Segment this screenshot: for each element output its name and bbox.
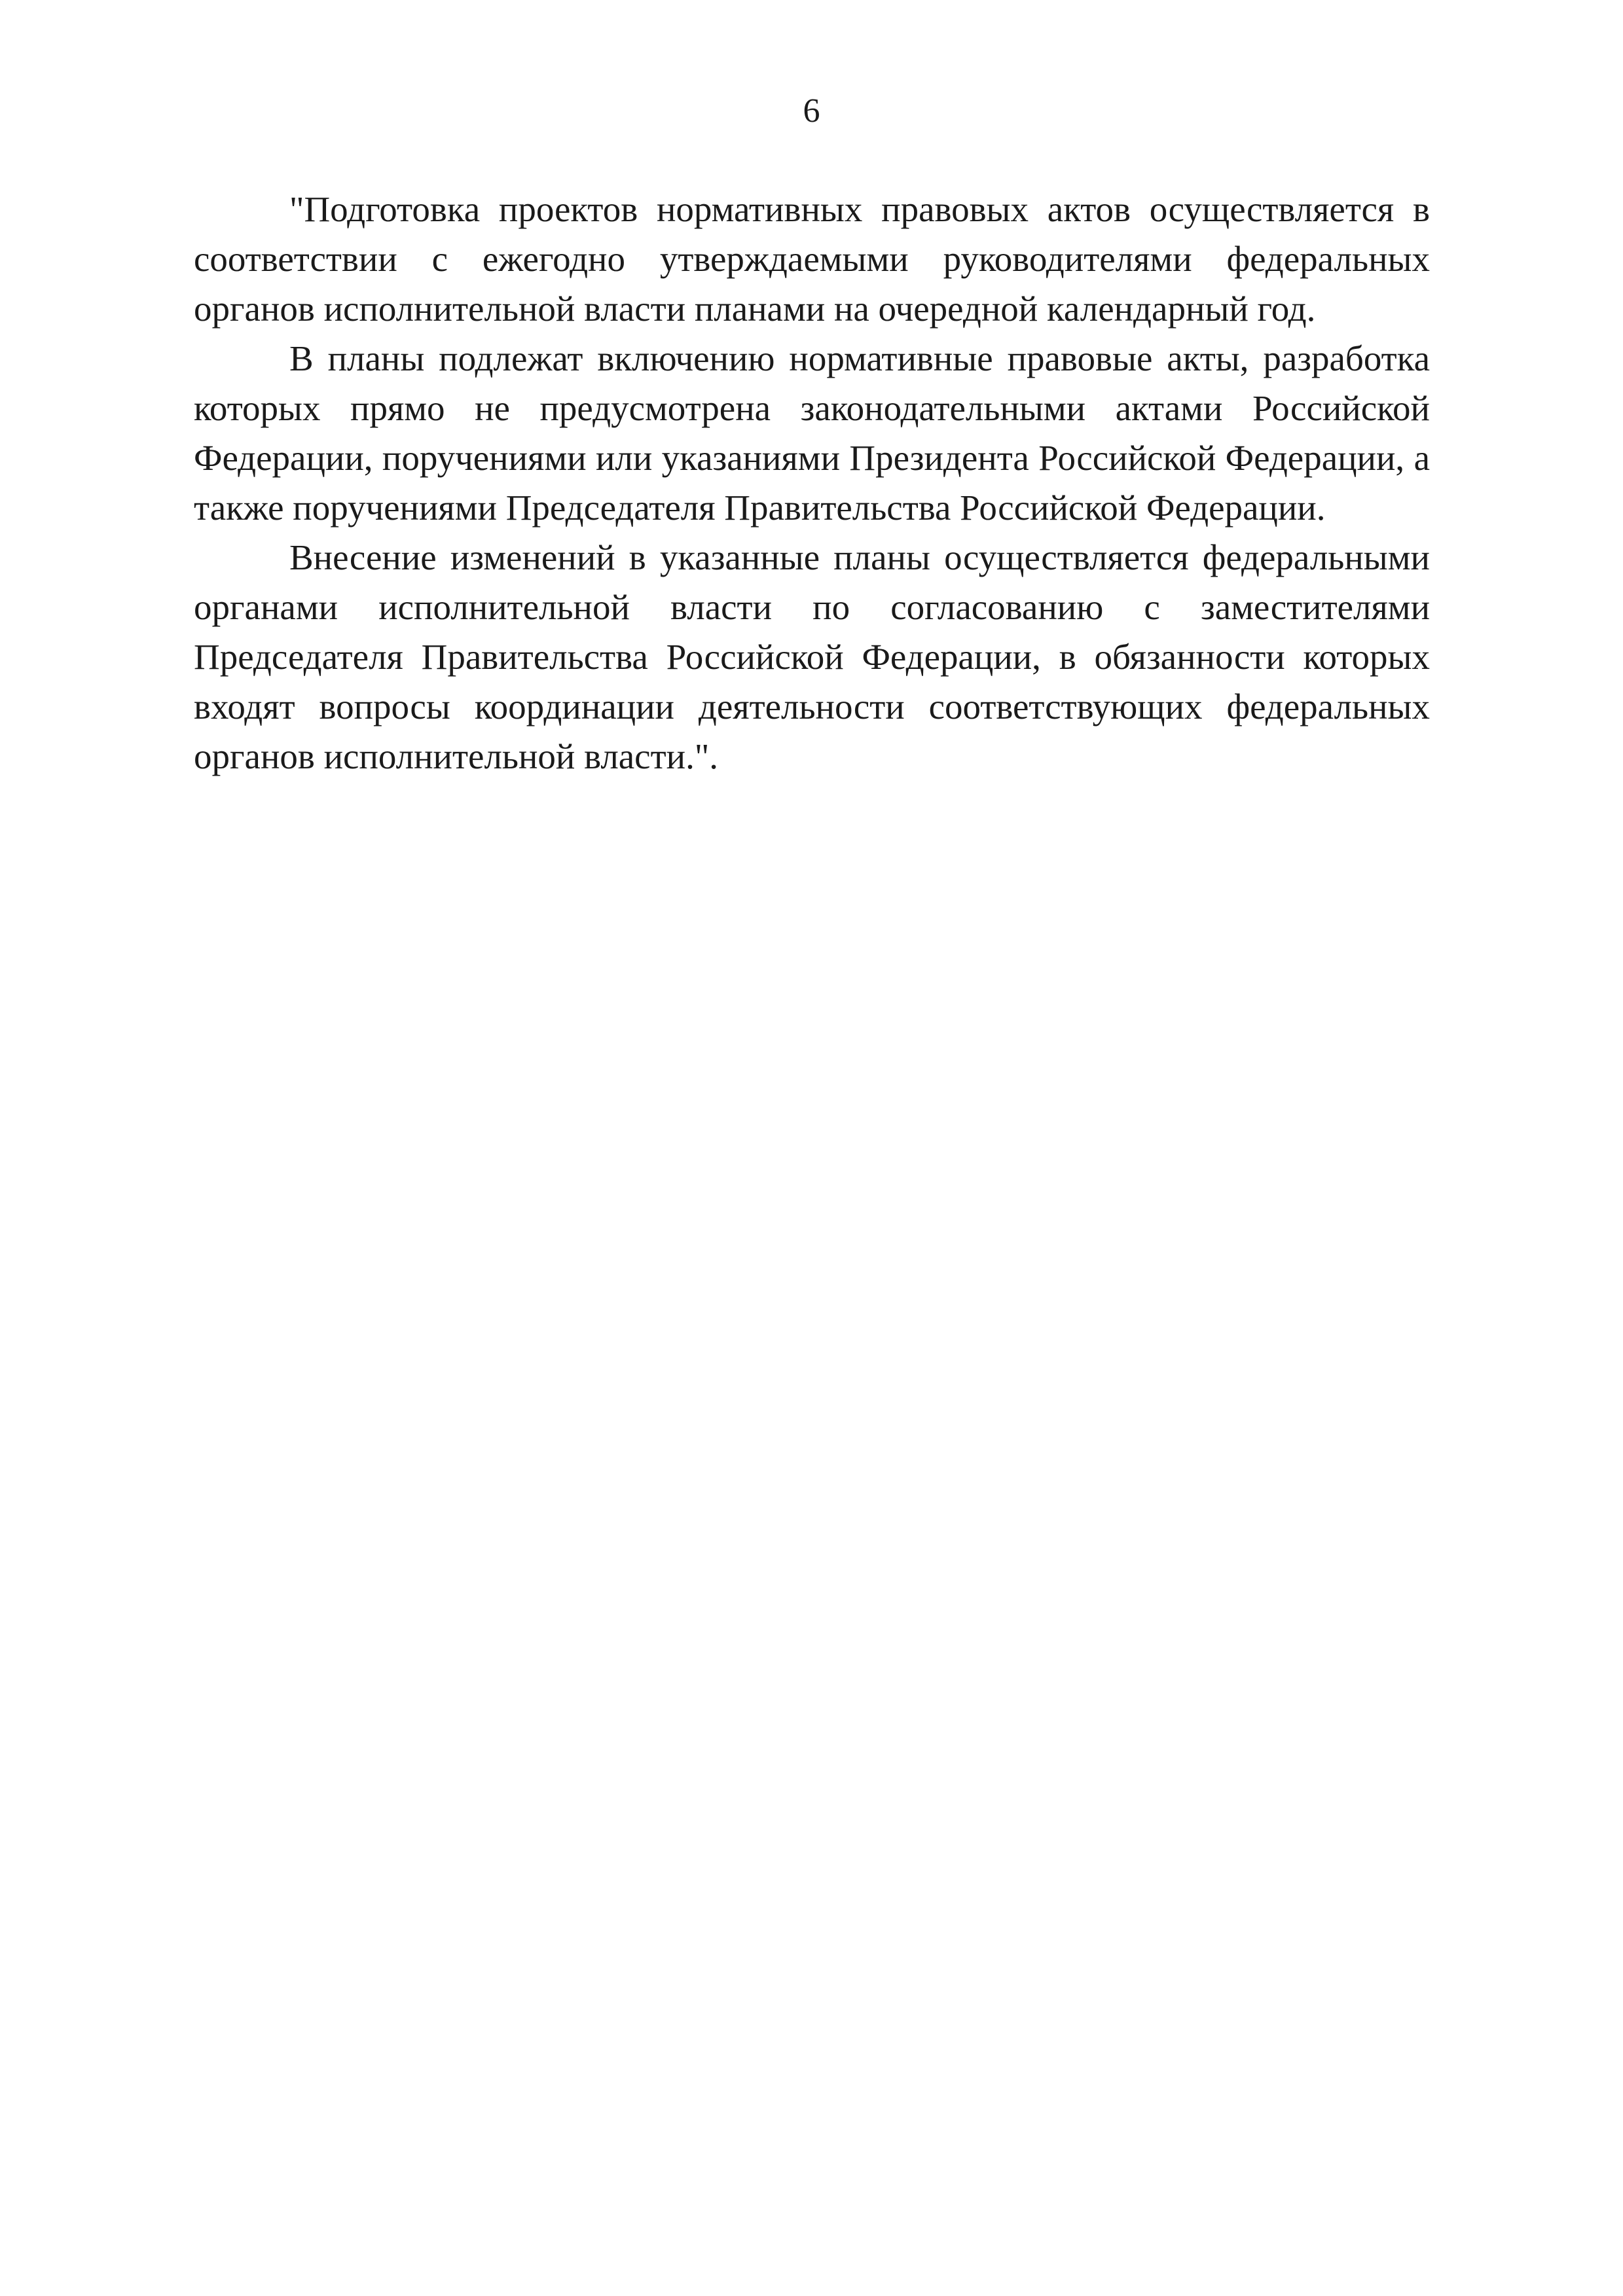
page-number: 6 bbox=[803, 92, 820, 130]
paragraph-plan-inclusion: В планы подлежат включению нормативные правовые акты, разработка которых прямо не предусмотрена законодательными актами Российской Федерации, поручениями или указаниями Президента Российской Федерации, а также поручениями Председателя Правительства Российской Федерации. bbox=[194, 338, 1430, 528]
paragraph-plan-changes: Внесение изменений в указанные планы осуществляется федеральными органами исполнительной власти по согласованию с заместителями Председателя Правительства Российской Федерации, в обязанности которых входят вопросы координации деятельности соответствующих федеральных органов исполнительной власти.". bbox=[194, 537, 1430, 776]
paragraph-planning: "Подготовка проектов нормативных правовых актов осуществляется в соответствии с ежегодно утверждаемыми руководителями федеральных органов исполнительной власти планами на очередной календарный год. bbox=[194, 189, 1430, 329]
document-body bbox=[194, 185, 1430, 781]
